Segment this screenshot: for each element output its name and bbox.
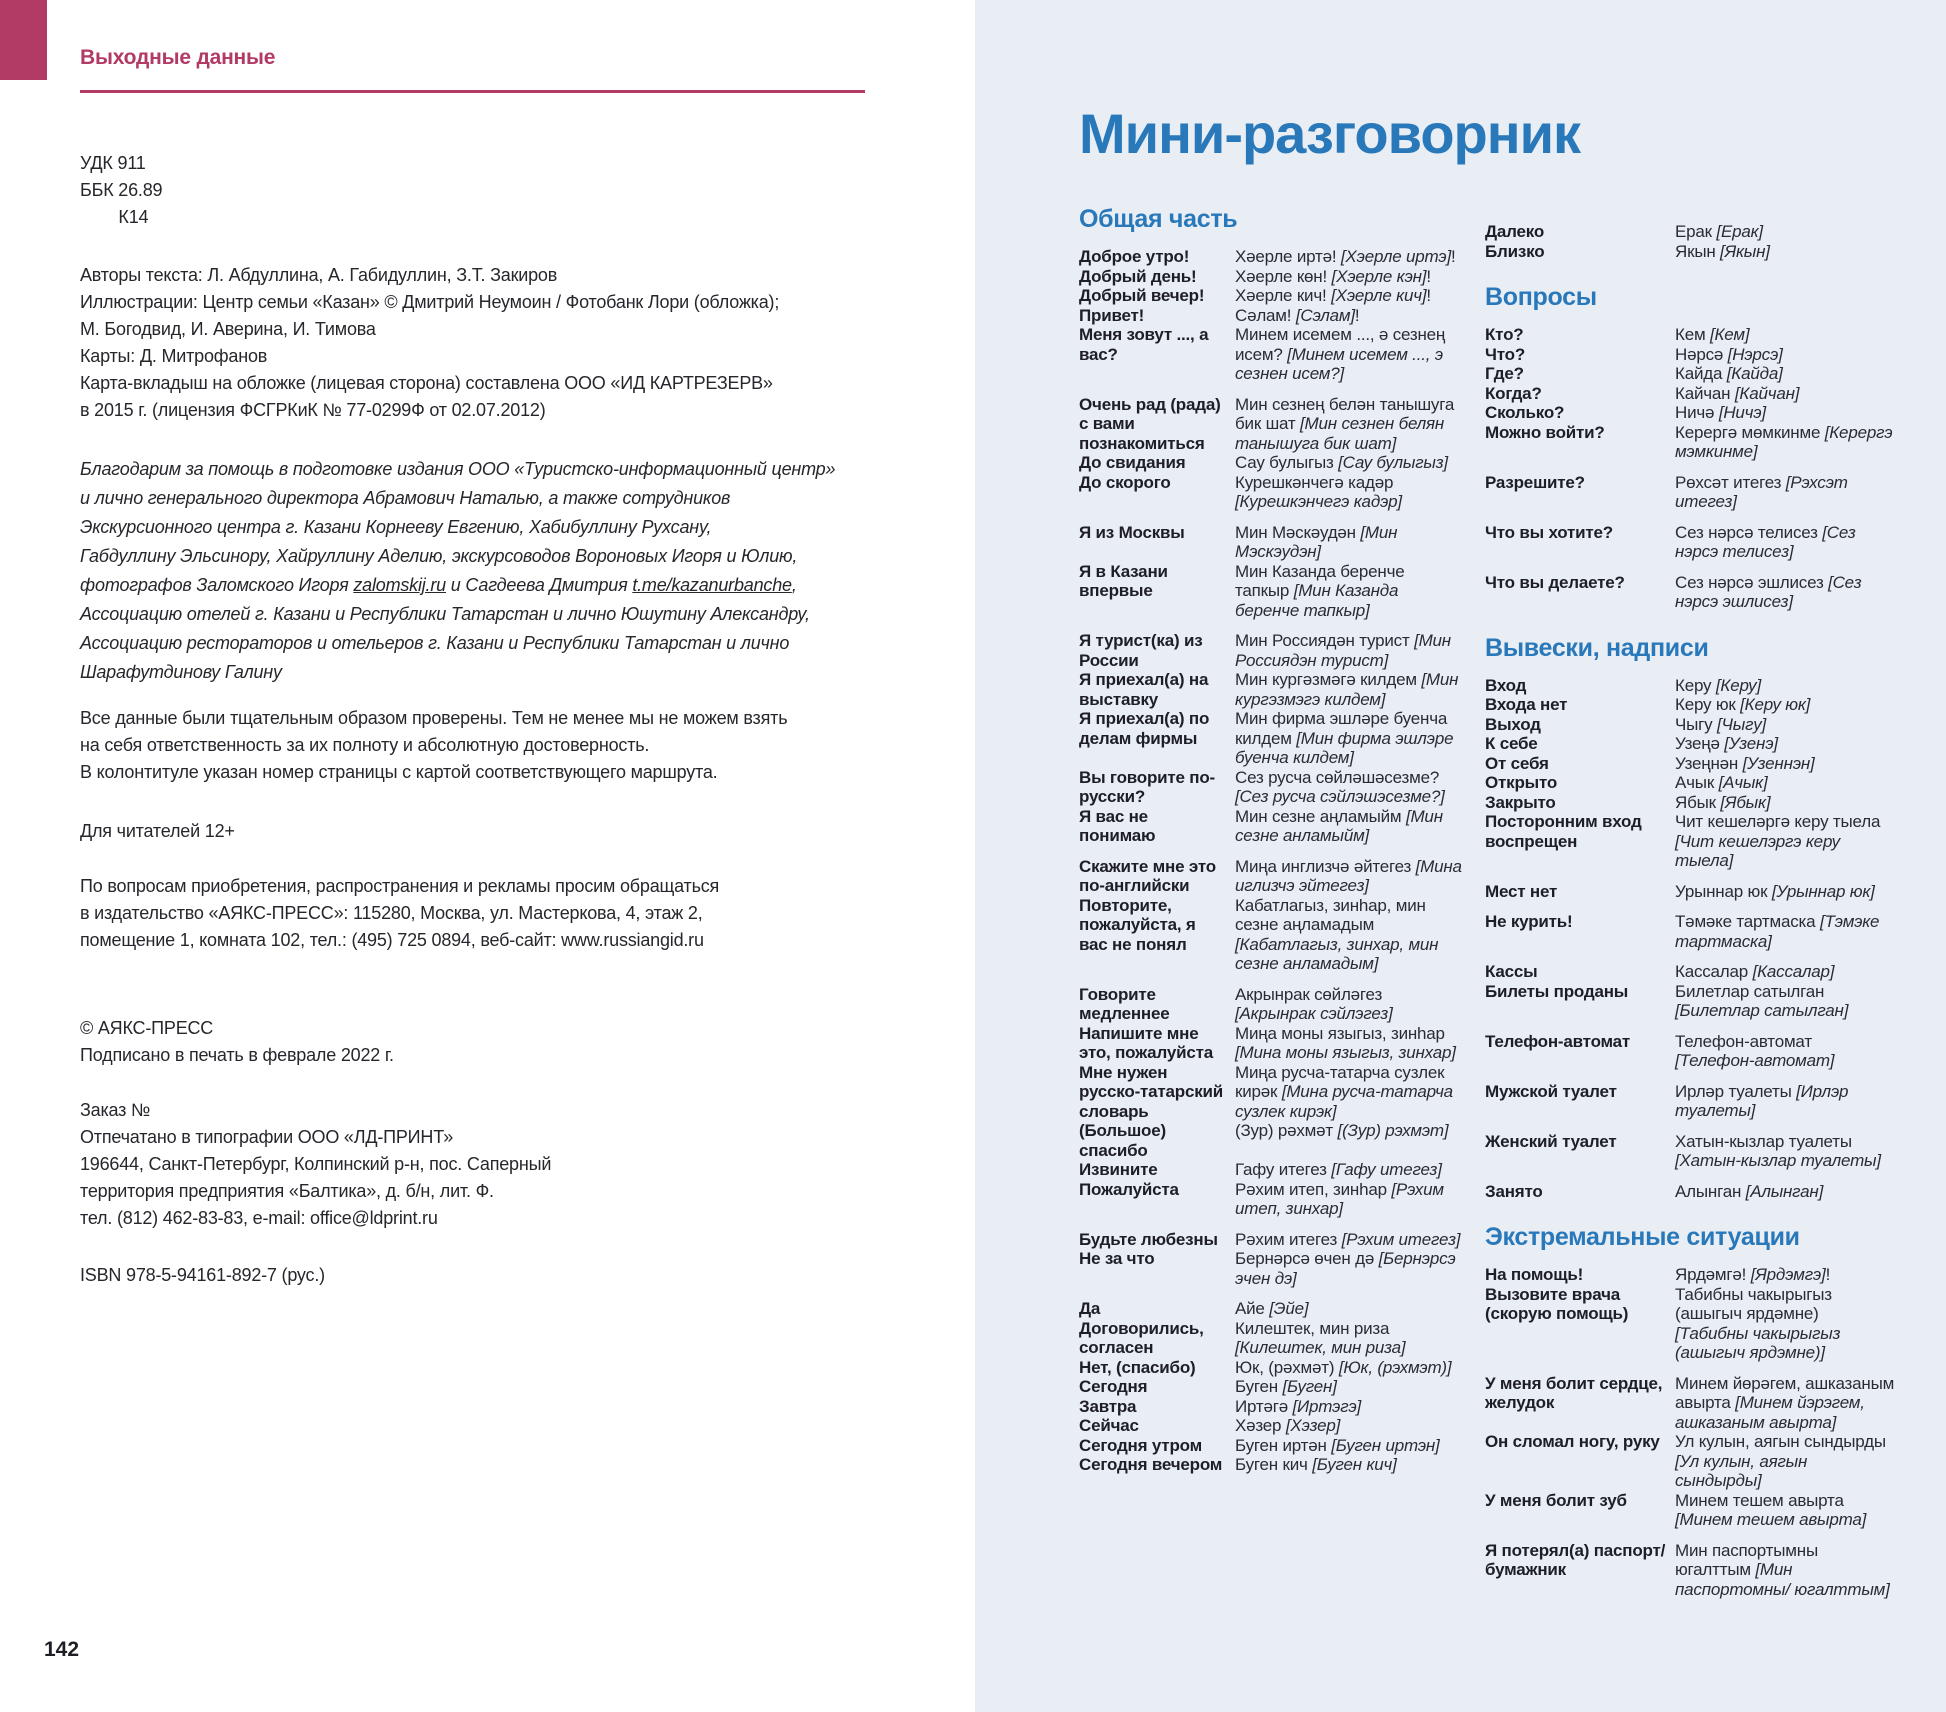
phrase-entry xyxy=(1485,812,1895,871)
phrase-entry xyxy=(1079,1180,1463,1219)
phrase-tatar: Ябык [Ябык] xyxy=(1675,792,1771,812)
phrase-tatar: Керу юк [Керу юк] xyxy=(1675,695,1811,714)
phrase-entry xyxy=(1079,1121,1463,1160)
phrase-entry xyxy=(1079,1436,1463,1456)
phrase-tatar: Сез русча сөйләшәсезме? [Сез русча сэйлэшэсезме?] xyxy=(1235,767,1445,806)
acknowledgements-block xyxy=(80,455,835,687)
phrase-entry xyxy=(1485,982,1895,1021)
phrase-entry xyxy=(1079,325,1463,384)
age-rating: Для читателей 12+ xyxy=(80,821,235,841)
text-line xyxy=(80,571,835,600)
text-segment: Ассоциацию отелей г. Казани и Республики Татарстан и лично Юшутину Александру, xyxy=(80,604,810,624)
phrase-russian: Я турист(ка) из России xyxy=(1079,631,1203,670)
phrase-tatar: Сез нәрсә телисез [Сез нэрсэ телисез] xyxy=(1675,522,1856,561)
phrase-entry xyxy=(1485,773,1895,793)
phrase-russian: Сегодня xyxy=(1079,1377,1148,1396)
phrase-entry xyxy=(1485,222,1895,242)
text-line xyxy=(80,658,835,687)
text-line: тел. (812) 462-83-83, e-mail: office@ldprint.ru xyxy=(80,1208,438,1228)
phrase-tatar: Хәерле көн! [Хэерле кэн]! xyxy=(1235,266,1431,286)
phrase-tatar: Минем йөрәгем, ашказаным авырта [Минем йэрэгем, ашказаным авырта] xyxy=(1675,1373,1895,1432)
phrase-russian: Он сломал ногу, руку xyxy=(1485,1432,1660,1451)
phrase-tatar: Мин кургәзмәгә килдем [Мин кургэзмэгэ килдем] xyxy=(1235,670,1459,709)
text-line: © АЯКС-ПРЕСС xyxy=(80,1018,214,1038)
phrase-entry xyxy=(1485,734,1895,754)
phrase-entry xyxy=(1079,709,1463,768)
phrase-entry xyxy=(1485,364,1895,384)
phrase-tatar: Бернәрсә өчен дә [Бернэрсэ эчен дэ] xyxy=(1235,1249,1456,1288)
phrase-tatar: Хәзер [Хэзер] xyxy=(1235,1416,1341,1435)
phrase-russian: Добрый день! xyxy=(1079,266,1197,286)
phrase-tatar: Ул кулын, аягын сындырды [Ул кулын, аягын сындырды] xyxy=(1675,1432,1886,1490)
phrase-tatar: Юк, (рәхмәт) [Юк, (рэхмэт)] xyxy=(1235,1357,1452,1377)
phrase-tatar: Хәерле иртә! [Хэерле иртэ]! xyxy=(1235,247,1456,266)
phrase-tatar: Мин Казанда беренче тапкыр [Мин Казанда беренче тапкыр] xyxy=(1235,561,1405,620)
phrase-russian: Кто? xyxy=(1485,325,1524,344)
page-number: 142 xyxy=(44,1638,80,1661)
phrase-entry xyxy=(1079,473,1463,512)
text-line: Иллюстрации: Центр семьи «Казан» © Дмитрий Неумоин / Фотобанк Лори (обложка); xyxy=(80,292,780,312)
phrase-entry xyxy=(1079,523,1463,562)
phrase-tatar: Сәлам! [Сэлам]! xyxy=(1235,305,1360,325)
phrase-russian: На помощь! xyxy=(1485,1265,1584,1284)
phrase-russian: Сейчас xyxy=(1079,1416,1139,1435)
phrase-entry xyxy=(1079,1455,1463,1475)
phrase-tatar: Буген кич [Буген кич] xyxy=(1235,1455,1397,1474)
phrase-tatar: Мин фирма эшләре буенча килдем [Мин фирма эшлэре буенча килдем] xyxy=(1235,709,1454,767)
phrase-tatar: Мин паспортымны югалттым [Мин паспортомны/ югалттым] xyxy=(1675,1540,1890,1599)
section-heading: Вывески, надписи xyxy=(1485,633,1709,662)
phrase-tatar: Миңа инглизчә әйтегез [Мина иглизчэ эйтегез] xyxy=(1235,856,1462,895)
phrasebook-column-2 xyxy=(1485,222,1895,1599)
phrase-tatar: Рәхим итегез [Рэхим итегез] xyxy=(1235,1229,1461,1249)
text-line: в 2015 г. (лицензия ФСГРКиК № 77-0299Ф от 02.07.2012) xyxy=(80,400,546,420)
phrase-russian: Закрыто xyxy=(1485,792,1556,812)
phrase-tatar: Тәмәке тартмаска [Тэмэке тартмаска] xyxy=(1675,912,1880,951)
phrase-russian: Телефон-автомат xyxy=(1485,1031,1631,1051)
phrase-russian: У меня болит сердце, желудок xyxy=(1485,1373,1663,1412)
phrase-tatar: Минем исемем ..., ә сезнең исем? [Минем исемем ..., э сезнен исем?] xyxy=(1235,325,1446,383)
isbn-line: ISBN 978-5-94161-892-7 (рус.) xyxy=(80,1265,325,1285)
text-line: К14 xyxy=(80,207,149,227)
phrase-entry xyxy=(1485,423,1895,462)
text-line: на себя ответственность за их полноту и абсолютную достоверность. xyxy=(80,735,650,755)
phrase-entry xyxy=(1485,676,1895,696)
phrase-russian: Очень рад (рада) с вами познакомиться xyxy=(1079,394,1221,453)
phrase-entry xyxy=(1485,1132,1895,1171)
phrase-tatar: Табибны чакырыгыз (ашыгыч ярдәмне) [Табибны чакырыгыз (ашыгыч ярдэмне)] xyxy=(1675,1284,1841,1362)
phrase-russian: Входа нет xyxy=(1485,695,1568,714)
phrase-russian: (Большое) спасибо xyxy=(1079,1121,1166,1160)
phrase-russian: Я из Москвы xyxy=(1079,522,1185,542)
phrase-entry xyxy=(1485,1491,1895,1530)
phrase-russian: Говорите медленнее xyxy=(1079,984,1170,1023)
phrase-tatar: Якын [Якын] xyxy=(1675,241,1770,261)
text-segment: и лично генерального директора Абрамович Наталью, а также сотрудников xyxy=(80,488,731,508)
phrase-tatar: Ирләр туалеты [Ирлэр туалеты] xyxy=(1675,1081,1849,1120)
copyright-block xyxy=(80,1015,394,1069)
phrase-russian: Билеты проданы xyxy=(1485,981,1629,1001)
phrase-russian: У меня болит зуб xyxy=(1485,1490,1627,1510)
text-segment: Габдуллину Эльсинору, Хайруллину Аделию, экскурсоводов Вороновых Игоря и Юлию, xyxy=(80,546,798,566)
phrase-tatar: Иртәгә [Иртэгэ] xyxy=(1235,1396,1362,1416)
phrase-entry xyxy=(1079,562,1463,621)
phrase-entry xyxy=(1485,793,1895,813)
text-segment: , xyxy=(791,575,797,595)
phrase-russian: Повторите, пожалуйста, я вас не понял xyxy=(1079,895,1196,954)
text-line: помещение 1, комната 102, тел.: (495) 725 0894, веб-сайт: www.russiangid.ru xyxy=(80,930,704,950)
phrase-russian: Скажите мне это по-английски xyxy=(1079,856,1216,895)
phrase-russian: Добрый вечер! xyxy=(1079,286,1205,305)
phrase-entry xyxy=(1485,1265,1895,1285)
phrase-tatar: Алынган [Алынган] xyxy=(1675,1181,1824,1201)
phrase-russian: Выход xyxy=(1485,714,1541,734)
text-line: Заказ № xyxy=(80,1100,151,1120)
phrase-russian: Вход xyxy=(1485,675,1527,695)
right-page-phrasebook xyxy=(975,0,1946,1712)
text-line xyxy=(80,455,835,484)
phrase-entry xyxy=(1079,896,1463,974)
phrase-entry xyxy=(1485,242,1895,262)
phrase-tatar: Рәхим итеп, зинһар [Рэхим итеп, зинхар] xyxy=(1235,1179,1444,1218)
phrase-entry xyxy=(1079,1249,1463,1288)
phrase-russian: Я вас не понимаю xyxy=(1079,806,1156,845)
phrase-russian: Сегодня утром xyxy=(1079,1435,1202,1455)
phrase-entry xyxy=(1485,384,1895,404)
phrase-russian: Кассы xyxy=(1485,962,1538,981)
text-line: территория предприятия «Балтика», д. б/н, лит. Ф. xyxy=(80,1181,494,1201)
phrase-tatar: Мин Россиядән турист [Мин Россиядэн турист] xyxy=(1235,631,1451,670)
text-segment: Ассоциацию рестораторов и отельеров г. Казани и Республики Татарстан и лично xyxy=(80,633,790,653)
phrase-russian: Занято xyxy=(1485,1181,1543,1201)
phrase-entry xyxy=(1079,247,1463,267)
text-line: Отпечатано в типографии ООО «ЛД-ПРИНТ» xyxy=(80,1127,454,1147)
phrase-tatar: Миңа русча-татарча сузлек кирәк [Мина русча-татарча сузлек кирэк] xyxy=(1235,1062,1453,1121)
left-page-imprint xyxy=(80,0,836,1712)
phrase-tatar: Сау булыгыз [Сау булыгыз] xyxy=(1235,453,1448,472)
phrase-entry xyxy=(1079,1397,1463,1417)
phrase-tatar: Килештек, мин риза [Килештек, мин риза] xyxy=(1235,1318,1406,1357)
credits-block xyxy=(80,262,779,424)
text-line xyxy=(80,600,835,629)
phrase-tatar: Буген иртән [Буген иртэн] xyxy=(1235,1435,1440,1455)
phrase-russian: Я в Казани впервые xyxy=(1079,561,1168,600)
phrase-tatar: Сез нәрсә эшлисез [Сез нэрсэ эшлисез] xyxy=(1675,572,1862,611)
phrasebook-column-1 xyxy=(1079,205,1463,1475)
phrase-tatar: Керу [Керу] xyxy=(1675,675,1761,695)
phrase-russian: Далеко xyxy=(1485,222,1545,241)
phrase-entry xyxy=(1485,1082,1895,1121)
phrase-tatar: Акрынрак сөйләгез [Акрынрак сэйлэгез] xyxy=(1235,984,1393,1023)
phrase-entry xyxy=(1079,267,1463,287)
phrase-entry xyxy=(1485,715,1895,735)
text-line: Подписано в печать в феврале 2022 г. xyxy=(80,1045,394,1065)
section-heading: Экстремальные ситуации xyxy=(1485,1223,1800,1251)
phrase-tatar: Урыннар юк [Урыннар юк] xyxy=(1675,881,1875,901)
text-segment: Шарафутдинову Галину xyxy=(80,662,282,682)
phrase-tatar: Минем тешем авырта [Минем тешем авырта] xyxy=(1675,1490,1867,1529)
phrase-tatar: Чит кешеләргә керу тыела [Чит кешелэргэ керу тыела] xyxy=(1675,812,1881,870)
udk-block xyxy=(80,150,162,231)
phrase-russian: Мужской туалет xyxy=(1485,1081,1617,1101)
phrase-russian: До скорого xyxy=(1079,472,1171,492)
phrase-tatar: Ерак [Ерак] xyxy=(1675,222,1763,241)
phrase-russian: Вы говорите по-русски? xyxy=(1079,767,1216,806)
phrase-russian: Вызовите врача (скорую помощь) xyxy=(1485,1284,1629,1323)
phrase-tatar: Айе [Эйе] xyxy=(1235,1299,1309,1318)
phrase-russian: Привет! xyxy=(1079,305,1145,325)
text-line: Все данные были тщательным образом проверены. Тем не менее мы не можем взять xyxy=(80,708,788,728)
text-line: Авторы текста: Л. Абдуллина, А. Габидуллин, З.Т. Закиров xyxy=(80,265,558,285)
phrase-entry xyxy=(1079,1416,1463,1436)
phrase-tatar: Кабатлагыз, зинһар, мин сезне аңламадым [Кабатлагыз, зинхар, мин сезне анламадым] xyxy=(1235,895,1439,973)
phrase-russian: Нет, (спасибо) xyxy=(1079,1357,1196,1377)
phrase-russian: Я приехал(а) на выставку xyxy=(1079,670,1209,709)
phrase-russian: Мест нет xyxy=(1485,881,1558,901)
phrase-entry xyxy=(1079,1377,1463,1397)
phrase-russian: Договорились, согласен xyxy=(1079,1318,1204,1357)
phrase-entry xyxy=(1485,695,1895,715)
phrase-entry xyxy=(1485,1541,1895,1600)
phrase-tatar: Буген [Буген] xyxy=(1235,1377,1337,1396)
phrase-tatar: Узеңнән [Узеннэн] xyxy=(1675,753,1815,773)
phrase-tatar: Гафу итегез [Гафу итегез] xyxy=(1235,1160,1442,1179)
phrase-entry xyxy=(1079,453,1463,473)
phrase-tatar: Ничә [Ничэ] xyxy=(1675,403,1766,422)
phrase-tatar: Чыгу [Чыгу] xyxy=(1675,714,1767,734)
text-line xyxy=(80,513,835,542)
phrase-russian: Завтра xyxy=(1079,1396,1137,1416)
phrase-tatar: Кассалар [Кассалар] xyxy=(1675,962,1835,981)
phrase-entry xyxy=(1485,1032,1895,1071)
phrase-tatar: Курешкәнчегә кадәр [Курешкэнчегэ кадэр] xyxy=(1235,472,1402,511)
phrase-tatar: Ярдәмгә! [Ярдэмгэ]! xyxy=(1675,1265,1831,1284)
phrase-tatar: Билетлар сатылган [Билетлар сатылган] xyxy=(1675,981,1849,1020)
section-heading: Общая часть xyxy=(1079,205,1238,233)
phrase-entry xyxy=(1485,325,1895,345)
phrase-entry xyxy=(1079,768,1463,807)
phrase-tatar: Узеңә [Узенэ] xyxy=(1675,734,1778,753)
section-heading: Вопросы xyxy=(1485,283,1597,311)
publisher-contact-block xyxy=(80,873,719,954)
phrase-russian: От себя xyxy=(1485,753,1549,773)
phrase-entry xyxy=(1079,286,1463,306)
phrase-entry xyxy=(1485,912,1895,951)
phrase-tatar: Хәерле кич! [Хэерле кич]! xyxy=(1235,286,1431,305)
phrase-entry xyxy=(1079,1299,1463,1319)
phrase-russian: Да xyxy=(1079,1299,1101,1318)
phrase-russian: Мне нужен русско-татарский словарь xyxy=(1079,1062,1224,1121)
text-line: ББК 26.89 xyxy=(80,180,163,200)
phrase-russian: Посторонним вход воспрещен xyxy=(1485,812,1642,851)
phrase-entry xyxy=(1485,1182,1895,1202)
phrase-russian: Близко xyxy=(1485,241,1545,261)
text-line: УДК 911 xyxy=(80,153,146,173)
phrase-russian: Доброе утро! xyxy=(1079,247,1190,266)
phrase-russian: Что? xyxy=(1485,344,1526,364)
phrase-russian: Разрешите? xyxy=(1485,472,1585,492)
phrase-entry xyxy=(1485,403,1895,423)
phrase-russian: Сегодня вечером xyxy=(1079,1455,1223,1474)
phrase-tatar: Ачык [Ачык] xyxy=(1675,773,1768,792)
phrase-russian: Открыто xyxy=(1485,773,1558,792)
phrase-russian: Будьте любезны xyxy=(1079,1229,1218,1249)
text-line: Карты: Д. Митрофанов xyxy=(80,346,268,366)
text-segment: Благодарим за помощь в подготовке издания ООО «Туристско-информационный центр» xyxy=(80,459,836,479)
phrase-russian: Не курить! xyxy=(1485,912,1573,931)
disclaimer-block xyxy=(80,705,787,786)
phrase-entry xyxy=(1485,1374,1895,1433)
phrase-russian: Напишите мне это, пожалуйста xyxy=(1079,1023,1213,1062)
phrase-entry xyxy=(1079,1063,1463,1122)
phrase-entry xyxy=(1485,473,1895,512)
phrase-tatar: Кайчан [Кайчан] xyxy=(1675,383,1800,403)
phrase-tatar: Рөхсәт итегез [Рэхсэт итегез] xyxy=(1675,472,1848,511)
link-text: zalomskij.ru xyxy=(353,575,446,595)
text-segment: фотографов Заломского Игоря xyxy=(80,575,354,595)
text-line: М. Богодвид, И. Аверина, И. Тимова xyxy=(80,319,376,339)
phrase-entry xyxy=(1079,985,1463,1024)
phrase-tatar: Кем [Кем] xyxy=(1675,325,1750,344)
text-line xyxy=(80,629,835,658)
phrase-tatar: Телефон-автомат [Телефон-автомат] xyxy=(1675,1031,1835,1070)
page-title: Мини-разговорник xyxy=(1079,102,1581,165)
phrase-entry xyxy=(1485,573,1895,612)
phrase-entry xyxy=(1079,857,1463,896)
phrase-russian: Сколько? xyxy=(1485,403,1565,422)
phrase-entry xyxy=(1485,345,1895,365)
phrase-russian: Что вы хотите? xyxy=(1485,522,1613,542)
phrase-russian: Когда? xyxy=(1485,383,1542,403)
phrase-entry xyxy=(1079,1160,1463,1180)
phrase-russian: Я потерял(а) паспорт/бумажник xyxy=(1485,1540,1666,1579)
phrase-entry xyxy=(1079,670,1463,709)
phrase-entry xyxy=(1485,754,1895,774)
phrase-entry xyxy=(1079,395,1463,454)
phrase-russian: Я приехал(а) по делам фирмы xyxy=(1079,709,1210,748)
phrase-entry xyxy=(1485,1285,1895,1363)
phrase-tatar: Кайда [Кайда] xyxy=(1675,364,1783,383)
phrase-tatar: Мин Мәскәудән [Мин Мэскэудэн] xyxy=(1235,522,1398,561)
phrase-entry xyxy=(1485,962,1895,982)
phrase-tatar: Мин сезне аңламыйм [Мин сезне анламыйм] xyxy=(1235,806,1443,845)
phrase-entry xyxy=(1485,882,1895,902)
phrase-russian: К себе xyxy=(1485,734,1538,753)
phrase-russian: Где? xyxy=(1485,364,1524,383)
phrase-russian: Что вы делаете? xyxy=(1485,572,1625,592)
phrase-entry xyxy=(1079,1024,1463,1063)
phrase-tatar: Керергә мөмкинме [Керергэ мэмкинме] xyxy=(1675,422,1893,461)
phrase-tatar: Миңа моны языгыз, зинһар [Мина моны языгыз, зинхар] xyxy=(1235,1023,1456,1062)
phrase-tatar: Хатын-кызлар туалеты [Хатын-кызлар туалеты] xyxy=(1675,1131,1881,1170)
phrase-entry xyxy=(1079,306,1463,326)
header-rule xyxy=(80,90,865,93)
phrase-russian: Женский туалет xyxy=(1485,1131,1617,1151)
phrase-russian: Извините xyxy=(1079,1160,1158,1179)
phrase-russian: Не за что xyxy=(1079,1249,1155,1268)
page-header: Выходные данные xyxy=(80,46,276,69)
phrase-entry xyxy=(1079,631,1463,670)
phrase-entry xyxy=(1079,1319,1463,1358)
phrase-entry xyxy=(1079,807,1463,846)
text-line: в издательство «АЯКС-ПРЕСС»: 115280, Москва, ул. Мастеркова, 4, этаж 2, xyxy=(80,903,703,923)
phrase-tatar: Мин сезнең белән танышуга бик шат [Мин сезнен белян танышуга бик шат] xyxy=(1235,394,1455,453)
printing-block xyxy=(80,1097,551,1232)
phrase-entry xyxy=(1079,1358,1463,1378)
phrase-tatar: Нәрсә [Нэрсэ] xyxy=(1675,344,1783,364)
phrase-entry xyxy=(1485,523,1895,562)
text-line xyxy=(80,484,835,513)
phrase-entry xyxy=(1079,1230,1463,1250)
phrase-russian: До свидания xyxy=(1079,453,1186,472)
text-line xyxy=(80,542,835,571)
text-segment: Экскурсионного центра г. Казани Корнееву Евгению, Хабибуллину Рухсану, xyxy=(80,517,712,537)
text-line: В колонтитуле указан номер страницы с картой соответствующего маршрута. xyxy=(80,762,718,782)
phrase-russian: Можно войти? xyxy=(1485,422,1605,442)
text-line: 196644, Санкт-Петербург, Колпинский р-н, пос. Саперный xyxy=(80,1154,552,1174)
link-text: t.me/kazanurbanche xyxy=(632,575,792,595)
text-line: По вопросам приобретения, распространения и рекламы просим обращаться xyxy=(80,876,720,896)
phrase-russian: Меня зовут ..., а вас? xyxy=(1079,325,1209,364)
phrase-russian: Пожалуйста xyxy=(1079,1179,1179,1199)
text-segment: и Сагдеева Дмитрия xyxy=(445,575,633,595)
phrase-entry xyxy=(1485,1432,1895,1491)
text-line: Карта-вкладыш на обложке (лицевая сторона) составлена ООО «ИД КАРТРЕЗЕРВ» xyxy=(80,373,773,393)
phrase-tatar: (Зур) рәхмәт [(Зур) рэхмэт] xyxy=(1235,1121,1449,1140)
corner-accent xyxy=(0,0,47,80)
